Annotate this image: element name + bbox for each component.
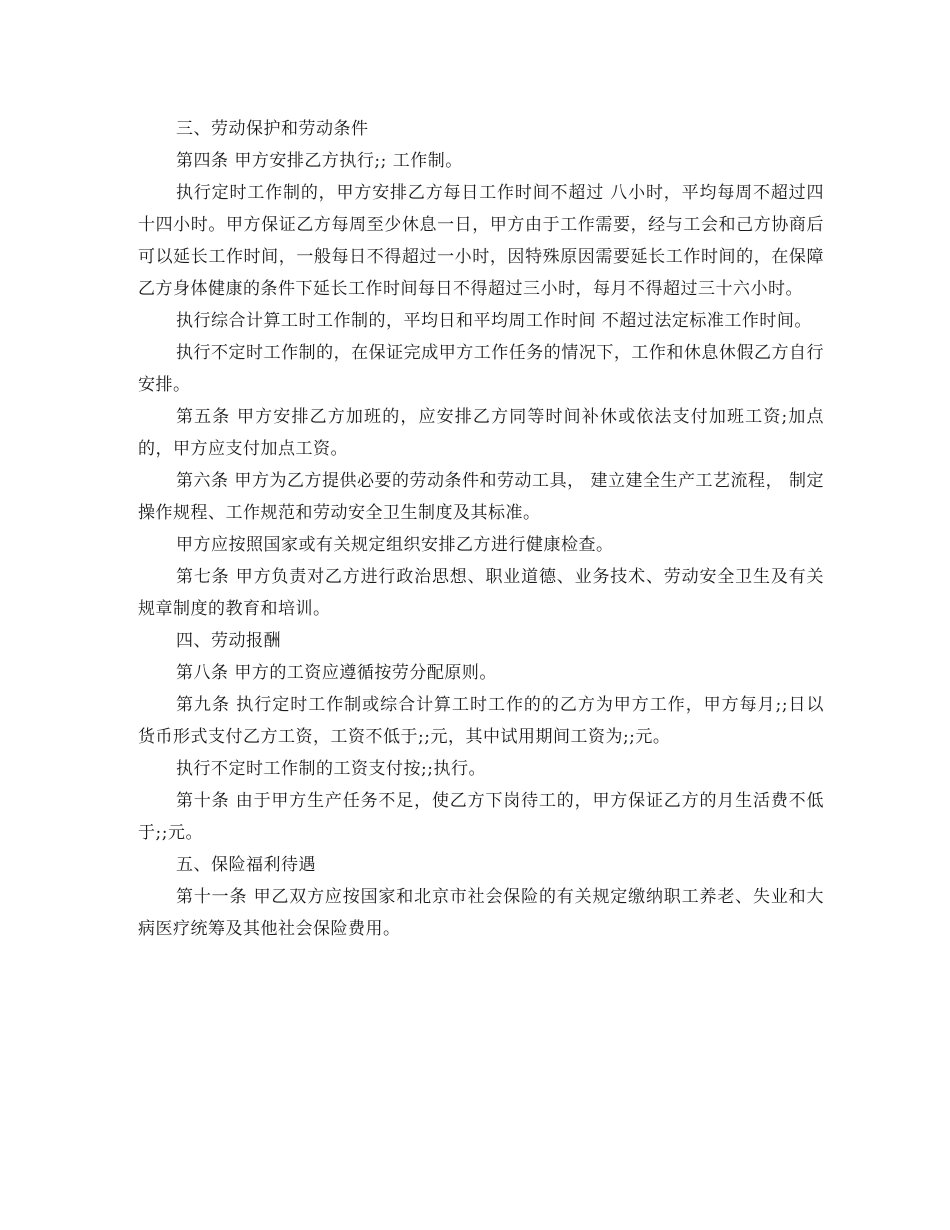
section-heading-insurance: 五、保险福利待遇 (176, 855, 316, 875)
article-8: 第八条 甲方的工资应遵循按劳分配原则。 (176, 663, 497, 683)
article-11: 第十一条 甲乙双方应按国家和北京市社会保险的有关规定缴纳职工养老、失业和大病医疗统筹及其他社会保险费用。 (138, 887, 824, 939)
paragraph-flexible-wages: 执行不定时工作制的工资支付按;;执行。 (176, 759, 486, 779)
section-heading-labor-protection: 三、劳动保护和劳动条件 (176, 119, 369, 139)
section-heading-remuneration: 四、劳动报酬 (176, 631, 281, 651)
article-7: 第七条 甲方负责对乙方进行政治思想、职业道德、业务技术、劳动安全卫生及有关规章制度的教育和培训。 (138, 567, 824, 619)
article-4: 第四条 甲方安排乙方执行;; 工作制。 (176, 151, 463, 171)
article-9: 第九条 执行定时工作制或综合计算工时工作的的乙方为甲方工作，甲方每月;;日以货币形式支付乙方工资，工资不低于;;元，其中试用期间工资为;;元。 (138, 695, 824, 747)
paragraph-health-check: 甲方应按照国家或有关规定组织安排乙方进行健康检查。 (176, 535, 614, 555)
paragraph-flexible-hours: 执行不定时工作制的，在保证完成甲方工作任务的情况下，工作和休息休假乙方自行安排。 (138, 343, 824, 395)
article-6: 第六条 甲方为乙方提供必要的劳动条件和劳动工具， 建立建全生产工艺流程， 制定操作规程、工作规范和劳动安全卫生制度及其标准。 (138, 471, 824, 523)
article-5: 第五条 甲方安排乙方加班的，应安排乙方同等时间补休或依法支付加班工资;加点的，甲方应支付加点工资。 (138, 407, 824, 459)
document-body (138, 113, 824, 945)
article-10: 第十条 由于甲方生产任务不足，使乙方下岗待工的，甲方保证乙方的月生活费不低于;;元。 (138, 791, 824, 843)
paragraph-comprehensive-hours: 执行综合计算工时工作制的，平均日和平均周工作时间 不超过法定标准工作时间。 (176, 311, 812, 331)
paragraph-standard-hours: 执行定时工作制的，甲方安排乙方每日工作时间不超过 八小时，平均每周不超过四十四小时。甲方保证乙方每周至少休息一日，甲方由于工作需要，经与工会和己方协商后可以延长工作时间，一般每日不得超过一小时，因特殊原因需要延长工作时间的，在保障乙方身体健康的条件下延长工作时间每日不得超过三小时，每月不得超过三十六小时。 (138, 183, 824, 299)
